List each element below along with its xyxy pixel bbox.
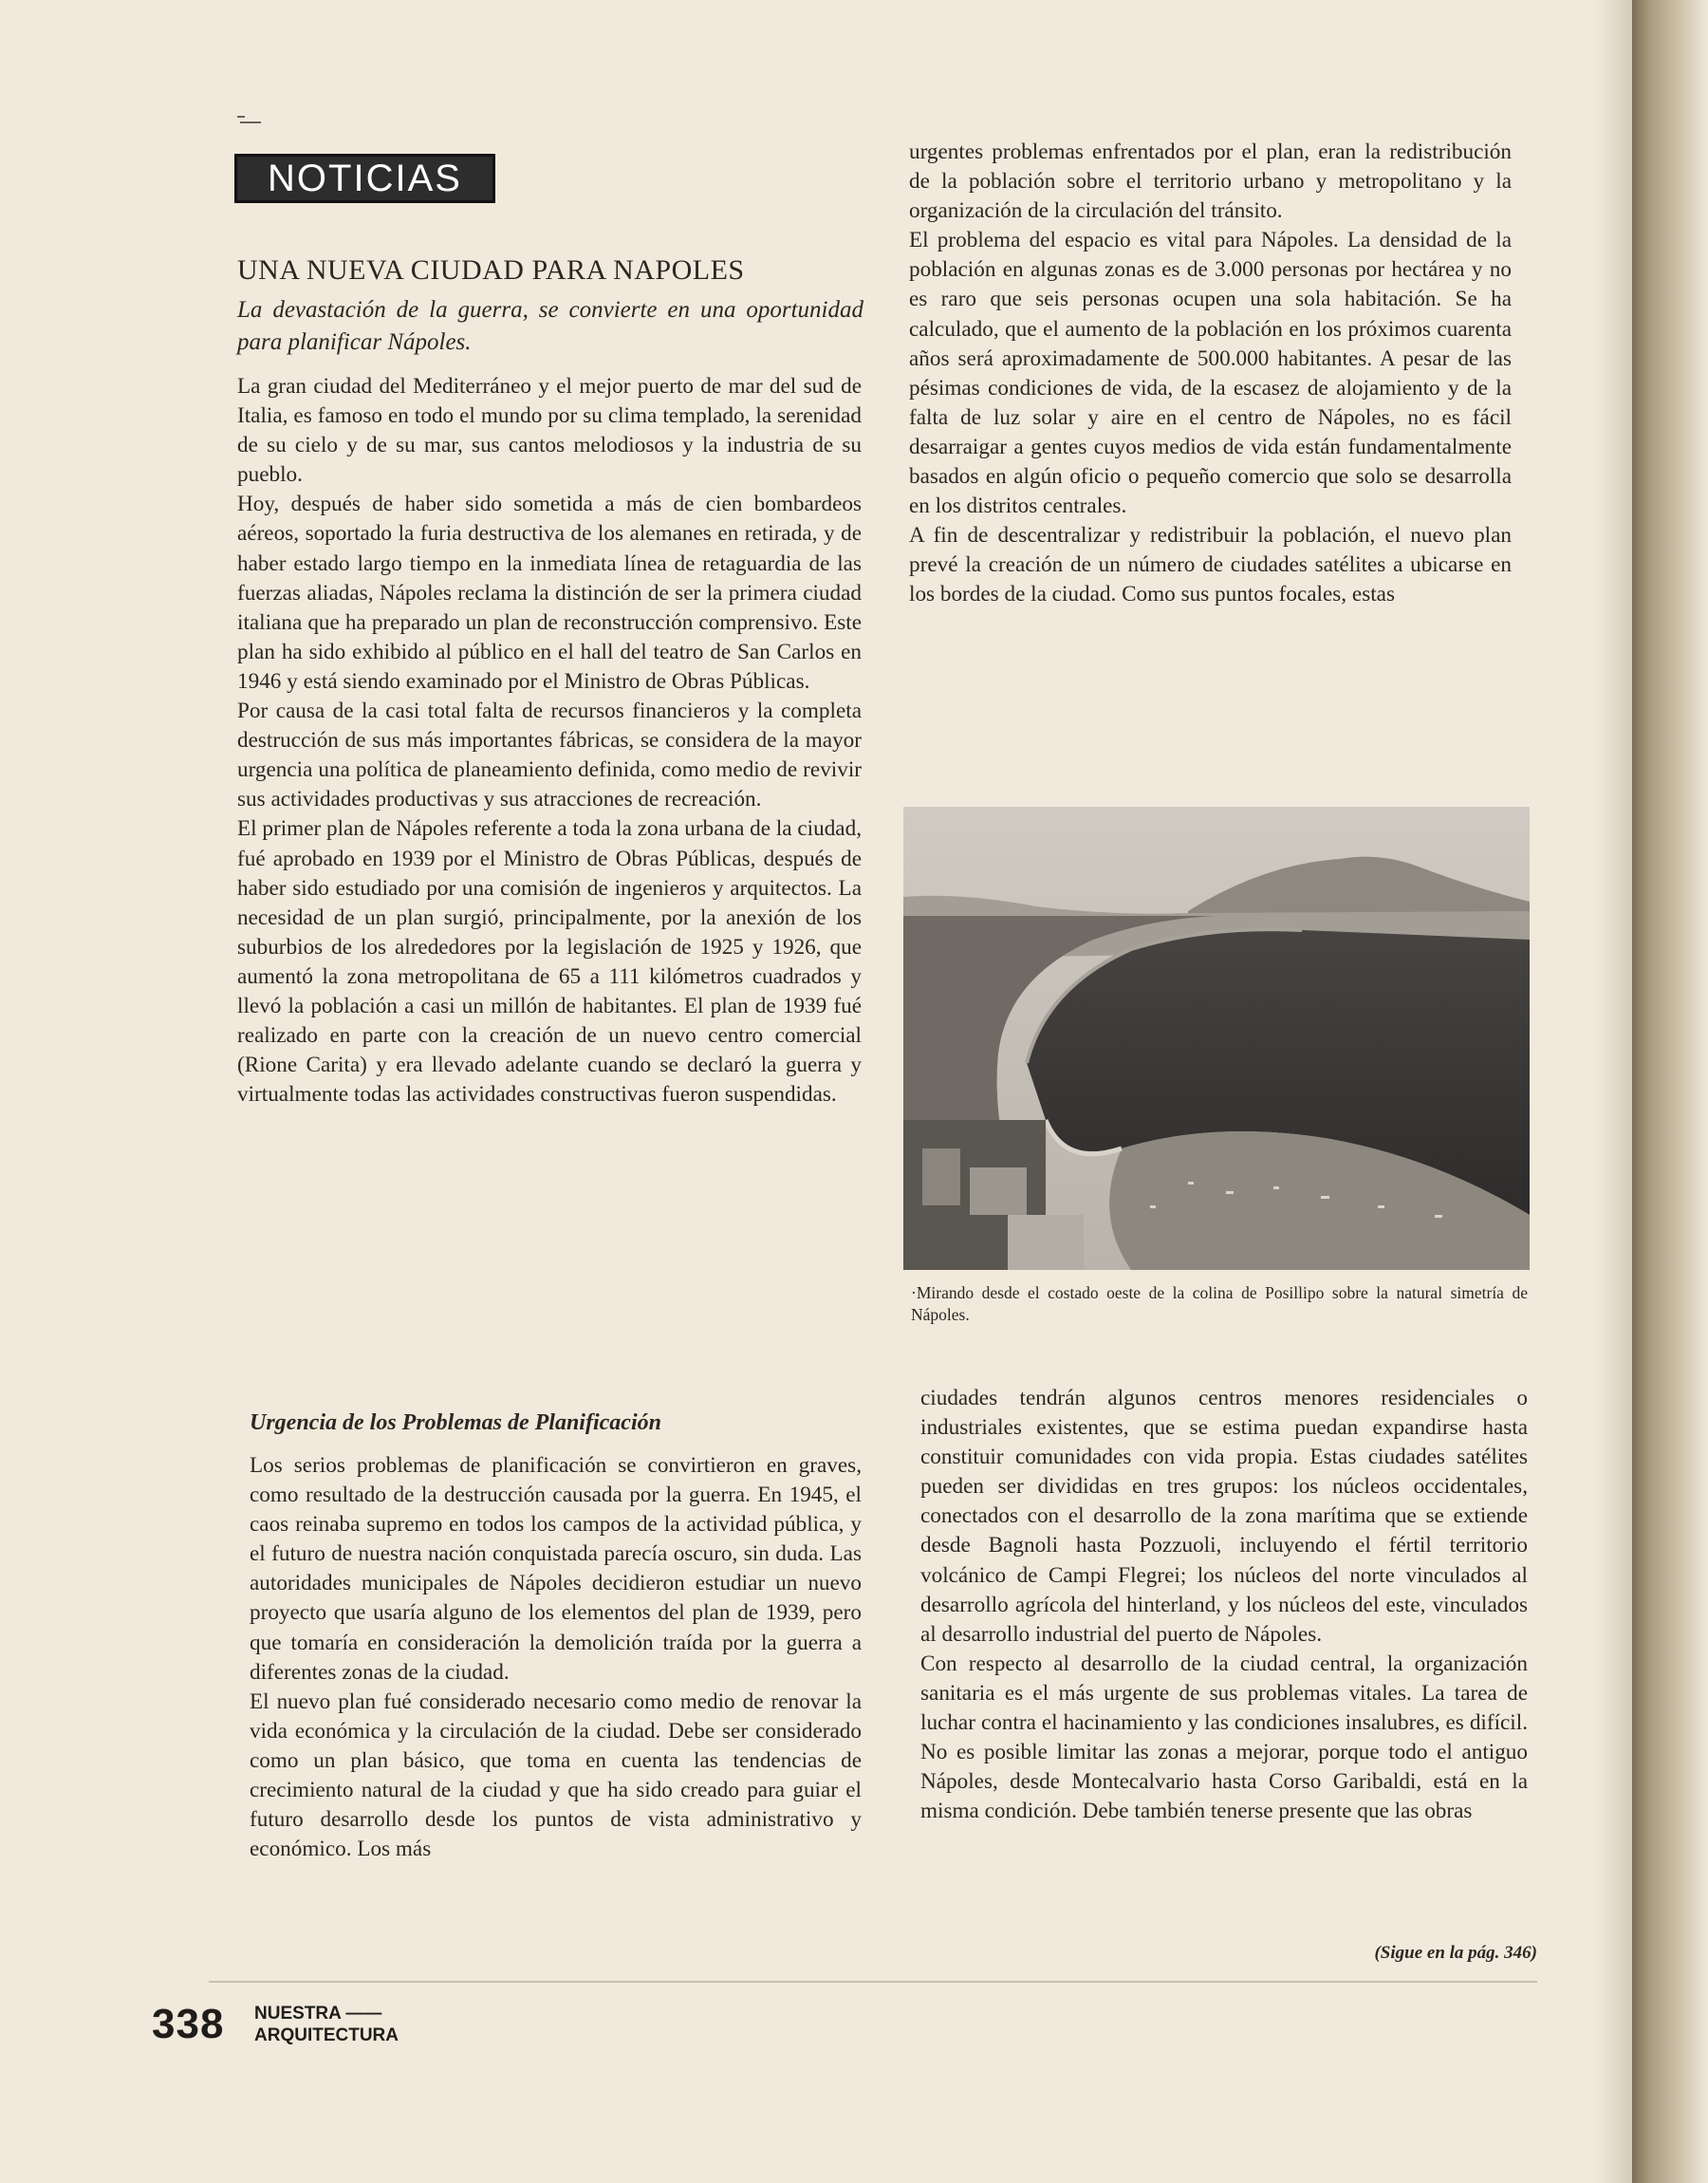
photo-illustration: [903, 807, 1530, 1270]
paragraph: La gran ciudad del Mediterráneo y el mejor puerto de mar del sud de Italia, es famoso en todo el mundo por su clima templado, la serenidad de su cielo y de su mar, sus cantos melodiosos y la industria de su pueblo.: [237, 374, 862, 488]
page-edge-shadow: [1594, 0, 1632, 2183]
print-mark: [240, 121, 261, 123]
column-right-top: [909, 138, 1512, 610]
section-label: NOTICIAS: [268, 158, 462, 199]
paragraph: Con respecto al desarrollo de la ciudad central, la organización sanitaria es el más urgente de sus problemas vitales. La tarea de luchar contra el hacinamiento y las condiciones insalubres, es difícil. No es posible limitar las zonas a mejorar, porque todo el antiguo Nápoles, desde Montecalvario hasta Corso Garibaldi, está en la misma condición. Debe también tenerse presente que las obras: [920, 1651, 1528, 1824]
article-subtitle: La devastación de la guerra, se convierte en una oportunidad para planificar Nápoles.: [237, 297, 863, 355]
continued-note: (Sigue en la pág. 346): [1374, 1943, 1537, 1963]
paragraph: Hoy, después de haber sido sometida a más de cien bombardeos aéreos, soportado la furia destructiva de los alemanes en retirada, y de haber estado largo tiempo en la inmediata línea de retaguardia de las fuerzas aliadas, Nápoles reclama la distinción de ser la primera ciudad italiana que ha preparado un plan de reconstrucción comprensivo. Este plan ha sido exhibido al público en el hall del teatro de San Carlos en 1946 y está siendo examinado por el Ministro de Obras Públicas.: [237, 492, 862, 694]
section-label-box: [234, 154, 495, 203]
magazine-name-line2: ARQUITECTURA: [254, 2025, 399, 2045]
page-number: 338: [152, 2001, 225, 2047]
paragraph: urgentes problemas enfrentados por el plan, eran la redistribución de la población sobre el territorio urbano y metropolitano y la organización de la circulación del tránsito.: [909, 140, 1512, 224]
footer-divider: [209, 1981, 1537, 1983]
magazine-name: [254, 2003, 444, 2046]
paragraph: El problema del espacio es vital para Nápoles. La densidad de la población en algunas zonas es de 3.000 personas por hectárea y no es raro que seis personas ocupen una sola habitación. Se ha calculado, que el aumento de la población en los próximos cuarenta años será aproximadamente de 500.000 habitantes. A pesar de las pésimas condiciones de vida, de la escasez de alojamiento y de la falta de luz solar y aire en el centro de Nápoles, no es fácil desarraigar a gentes cuyos medios de vida están fundamentalmente basados en algún oficio o pequeño comercio que solo se desarrolla en los distritos centrales.: [909, 228, 1512, 519]
paragraph: El primer plan de Nápoles referente a toda la zona urbana de la ciudad, fué aprobado en 1939 por el Ministro de Obras Públicas, después de haber sido estudiado por una comisión de ingenieros y arquitectos. La necesidad de un plan surgió, principalmente, por la anexión de los suburbios de los alrededores por la legislación de 1925 y 1926, que aumentó la zona metropolitana de 65 a 111 kilómetros cuadrados y llevó la población a casi un millón de habitantes. El plan de 1939 fué realizado en parte con la creación de un nuevo centro comercial (Rione Carita) y era llevado adelante cuando se declaró la guerra y virtualmente todas las actividades constructivas fueron suspendidas.: [237, 816, 862, 1108]
column-left-top: [237, 372, 862, 1110]
paragraph: Los serios problemas de planificación se convirtieron en graves, como resultado de la destrucción causada por la guerra. En 1945, el caos reinaba supremo en todos los campos de la actividad pública, y el futuro de nuestra nación conquistada parecía oscuro, sin duda. Las autoridades municipales de Nápoles decidieron estudiar un nuevo proyecto que usaría alguno de los elementos del plan de 1939, pero que tomaría en consideración la demolición traída por la guerra a diferentes zonas de la ciudad.: [250, 1453, 862, 1685]
paragraph: Por causa de la casi total falta de recursos financieros y la completa destrucción de sus más importantes fábricas, se considera de la mayor urgencia una política de planeamiento definida, como medio de revivir sus actividades productivas y sus atracciones de recreación.: [237, 699, 862, 812]
column-right-bottom: [920, 1384, 1528, 1826]
paragraph: ciudades tendrán algunos centros menores residenciales o industriales existentes, que se estima puedan expandirse hasta constituir comunidades con vida propia. Estas ciudades satélites pueden ser divididas en tres grupos: los núcleos occidentales, conectados con el desarrollo de la zona marítima que se extiende desde Bagnoli hasta Pozzuoli, incluyendo el fértil territorio volcánico de Campi Flegrei; los núcleos del norte vinculados al desarrollo agrícola del hinterland, y los núcleos del este, vinculados al desarrollo industrial del puerto de Nápoles.: [920, 1386, 1528, 1647]
paragraph: El nuevo plan fué considerado necesario como medio de renovar la vida económica y la circulación de la ciudad. Debe ser considerado como un plan básico, que toma en cuenta las tendencias de crecimiento natural de la ciudad y que ha sido creado para guiar el futuro desarrollo desde los puntos de vista administrativo y económico. Los más: [250, 1689, 862, 1862]
article-title: UNA NUEVA CIUDAD PARA NAPOLES: [237, 254, 745, 286]
print-mark: [237, 116, 245, 118]
photo-caption: ·Mirando desde el costado oeste de la colina de Posillipo sobre la natural simetría de Nápoles.: [911, 1283, 1528, 1324]
naples-bay-photo: [903, 807, 1530, 1270]
book-spine: [1632, 0, 1708, 2183]
section-heading: Urgencia de los Problemas de Planificación: [250, 1410, 661, 1435]
magazine-name-line1: NUESTRA ——: [254, 2004, 382, 2024]
column-left-bottom: [250, 1451, 862, 1864]
paragraph: A fin de descentralizar y redistribuir la población, el nuevo plan prevé la creación de un número de ciudades satélites a ubicarse en los bordes de la ciudad. Como sus puntos focales, estas: [909, 523, 1512, 607]
